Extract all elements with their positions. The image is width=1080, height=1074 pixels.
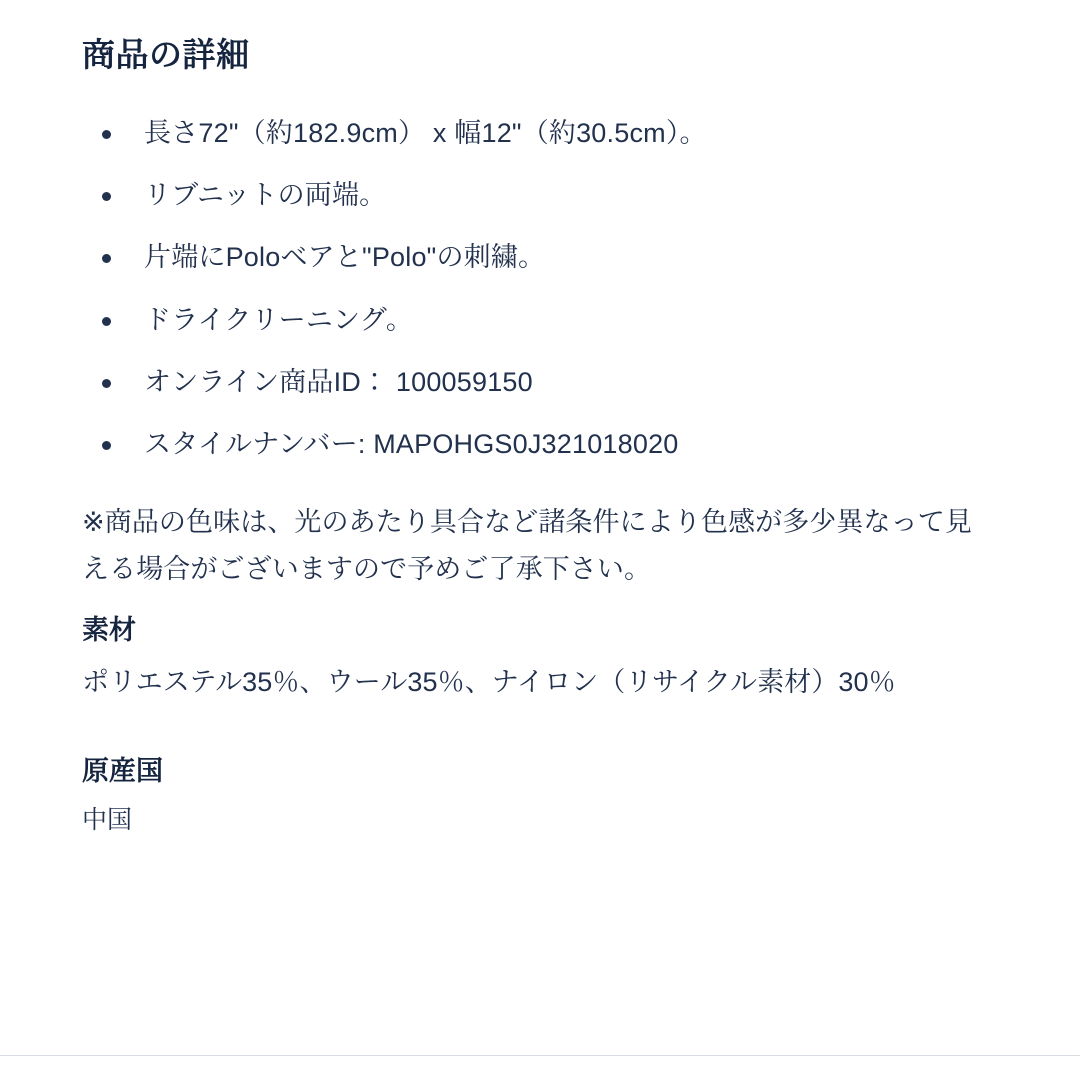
origin-heading: 原産国 [82, 756, 163, 787]
material-heading: 素材 [82, 615, 136, 646]
material-text: ポリエステル35％、ウール35％、ナイロン（リサイクル素材）30％ [82, 666, 896, 697]
page-title: 商品の詳細 [82, 36, 250, 73]
spacer [82, 705, 1000, 751]
list-item: オンライン商品ID： 100059150 [82, 364, 1000, 401]
product-detail-list [82, 115, 1000, 464]
color-disclaimer-note: ※商品の色味は、光のあたり具合など諸条件により色感が多少異なって見える場合がございますので予めご了承下さい。 [82, 507, 972, 584]
bottom-divider [0, 1055, 1080, 1056]
list-item: スタイルナンバー: MAPOHGS0J321018020 [82, 426, 1000, 463]
list-item: 片端にPoloベアと"Polo"の刺繍。 [82, 239, 1000, 276]
list-item: 長さ72"（約182.9cm） x 幅12"（約30.5cm）。 [82, 115, 1000, 152]
list-item: リブニットの両端。 [82, 177, 1000, 214]
origin-text: 中国 [82, 805, 133, 834]
list-item: ドライクリーニング。 [82, 302, 1000, 339]
